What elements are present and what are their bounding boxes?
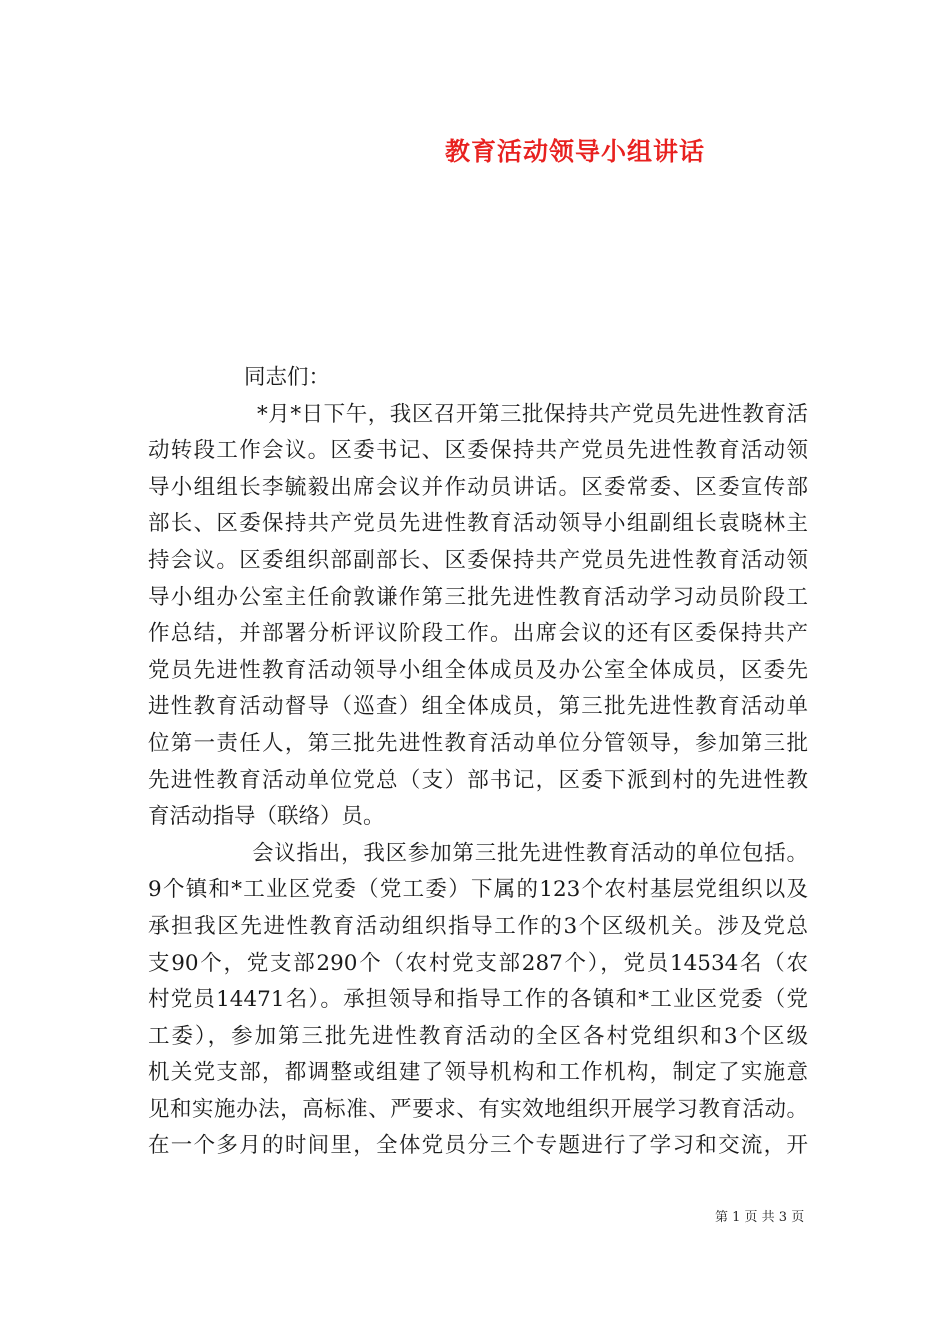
paragraph-line: 进性教育活动督导（巡查）组全体成员，第三批先进性教育活动单: [148, 694, 808, 720]
paragraph-line: 导小组办公室主任俞敦谦作第三批先进性教育活动学习动员阶段工: [148, 584, 808, 610]
paragraph-line: 会议指出，我区参加第三批先进性教育活动的单位包括。: [252, 840, 808, 866]
paragraph-line: 村党员14471名）。承担领导和指导工作的各镇和*工业区党委（党: [148, 987, 808, 1013]
paragraph-line: 作总结，并部署分析评议阶段工作。出席会议的还有区委保持共产: [148, 621, 808, 647]
paragraph-line: 部长、区委保持共产党员先进性教育活动领导小组副组长袁晓林主: [148, 511, 808, 537]
paragraph-line: 9个镇和*工业区党委（党工委）下属的123个农村基层党组织以及: [148, 877, 808, 903]
document-body: [148, 360, 808, 1165]
page-number: 第 1 页 共 3 页: [715, 1210, 805, 1225]
paragraph-line: 工委），参加第三批先进性教育活动的全区各村党组织和3个区级: [148, 1023, 808, 1049]
paragraph-line: 育活动指导（联络）员。: [148, 804, 385, 830]
paragraph-line: *月*日下午，我区召开第三批保持共产党员先进性教育活: [257, 401, 808, 427]
paragraph-line: 支90个，党支部290个（农村党支部287个），党员14534名（农: [148, 950, 808, 976]
paragraph-line: 先进性教育活动单位党总（支）部书记，区委下派到村的先进性教: [148, 767, 808, 793]
document-title: 教育活动领导小组讲话: [444, 137, 705, 166]
paragraph-line: 在一个多月的时间里，全体党员分三个专题进行了学习和交流，开: [148, 1133, 808, 1159]
paragraph-line: 持会议。区委组织部副部长、区委保持共产党员先进性教育活动领: [148, 547, 808, 573]
paragraph-line: 位第一责任人，第三批先进性教育活动单位分管领导，参加第三批: [148, 730, 808, 756]
paragraph-line: 机关党支部，都调整或组建了领导机构和工作机构，制定了实施意: [148, 1060, 808, 1086]
paragraph-line: 动转段工作会议。区委书记、区委保持共产党员先进性教育活动领: [148, 438, 808, 464]
paragraph-2: [148, 836, 808, 1165]
paragraph-line: 见和实施办法，高标准、严要求、有实效地组织开展学习教育活动。: [148, 1096, 808, 1122]
paragraph-line: 导小组组长李毓毅出席会议并作动员讲话。区委常委、区委宣传部: [148, 474, 808, 500]
paragraph-1: [148, 397, 808, 836]
greeting: 同志们：: [244, 365, 331, 390]
paragraph-line: 党员先进性教育活动领导小组全体成员及办公室全体成员，区委先: [148, 657, 808, 683]
paragraph-line: 承担我区先进性教育活动组织指导工作的3个区级机关。涉及党总: [148, 913, 808, 939]
